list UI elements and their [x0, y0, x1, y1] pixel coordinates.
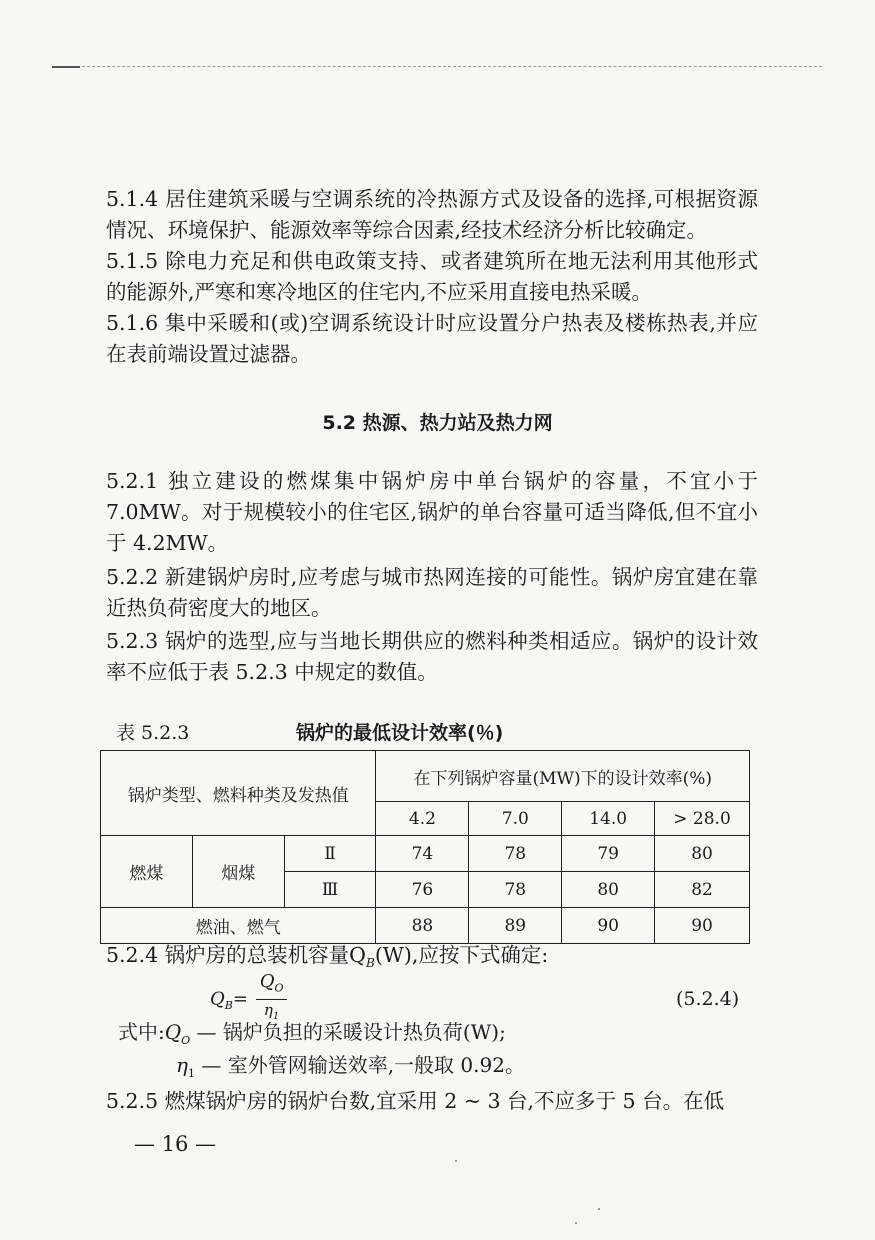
value-cell: 78 — [469, 836, 562, 872]
section-title: 5.2 热源、热力站及热力网 — [322, 412, 553, 434]
paragraph-5-2-2: 5.2.2 新建锅炉房时,应考虑与城市热网连接的可能性。锅炉房宜建在靠近热负荷密度大的地区。 — [106, 565, 758, 620]
paragraph-5-2-5: 5.2.5 燃煤锅炉房的锅炉台数,宜采用 2 ~ 3 台,不应多于 5 台。在低 — [106, 1089, 725, 1113]
header-fuel-type: 锅炉类型、燃料种类及发热值 — [101, 751, 376, 836]
formula-eq: = — [232, 988, 248, 1010]
formula-lhs-sub: B — [224, 998, 233, 1012]
page-number: — 16 — — [134, 1132, 217, 1156]
formula-denominator: η — [263, 1000, 273, 1019]
value-cell: 79 — [562, 836, 655, 872]
where-line-1 — [118, 1016, 506, 1047]
value-cell: 80 — [562, 872, 655, 908]
grade-cell: Ⅲ — [284, 872, 376, 908]
formula-number: (5.2.4) — [676, 988, 740, 1010]
scan-speck — [455, 1160, 457, 1162]
capacity-header: 7.0 — [469, 802, 562, 836]
scan-speck — [575, 1222, 577, 1224]
table-row — [101, 908, 750, 944]
capacity-header: > 28.0 — [655, 802, 750, 836]
formula-intro-sub: B — [365, 956, 375, 971]
where2-text: — 室外管网输送效率,一般取 0.92。 — [194, 1053, 525, 1077]
formula-lhs: Q — [210, 988, 225, 1010]
table-row — [101, 836, 750, 872]
paragraph-5-2-3: 5.2.3 锅炉的选型,应与当地长期供应的燃料种类相适应。锅炉的设计效率不应低于表 5.2.3 中规定的数值。 — [106, 629, 758, 684]
header-efficiency: 在下列锅炉容量(MW)下的设计效率(%) — [376, 751, 750, 802]
value-cell: 76 — [376, 872, 469, 908]
value-cell: 88 — [376, 908, 469, 944]
value-cell: 74 — [376, 836, 469, 872]
where1-symbol: Q — [164, 1020, 182, 1044]
table-title: 锅炉的最低设计效率(％) — [296, 722, 504, 744]
where-line-2 — [176, 1049, 525, 1080]
capacity-header: 14.0 — [562, 802, 655, 836]
paragraph-5-1-5: 5.1.5 除电力充足和供电政策支持、或者建筑所在地无法利用其他形式的能源外,严寒和寒冷地区的住宅内,不应采用直接电热采暖。 — [106, 249, 758, 304]
bituminous-cell: 烟煤 — [192, 836, 284, 908]
value-cell: 82 — [655, 872, 750, 908]
value-cell: 90 — [655, 908, 750, 944]
formula-numerator: Q — [259, 971, 275, 992]
value-cell: 89 — [469, 908, 562, 944]
paragraph-5-2-4 — [106, 940, 758, 979]
where2-symbol: η — [176, 1053, 188, 1077]
formula-intro: 5.2.4 锅炉房的总装机容量Q — [106, 943, 366, 967]
table-label: 表 5.2.3 — [116, 722, 190, 744]
capacity-header: 4.2 — [376, 802, 469, 836]
formula-intro-rest: (W),应按下式确定: — [374, 943, 549, 967]
where-prefix: 式中: — [118, 1020, 165, 1044]
oil-gas-cell: 燃油、燃气 — [101, 908, 376, 944]
where2-sub: 1 — [187, 1067, 195, 1080]
efficiency-table — [100, 750, 750, 944]
formula-denominator-sub: 1 — [272, 1010, 280, 1022]
value-cell: 90 — [562, 908, 655, 944]
grade-cell: Ⅱ — [284, 836, 376, 872]
scan-speck — [598, 1208, 600, 1210]
where1-sub: O — [181, 1034, 191, 1047]
header-rule — [52, 66, 822, 67]
value-cell: 80 — [655, 836, 750, 872]
formula-numerator-sub: O — [274, 981, 284, 995]
paragraph-5-1-6: 5.1.6 集中采暖和(或)空调系统设计时应设置分户热表及楼栋热表,并应在表前端设置过滤器。 — [106, 311, 758, 366]
paragraph-5-2-1: 5.2.1 独立建设的燃煤集中锅炉房中单台锅炉的容量，不宜小于7.0MW。对于规模较小的住宅区,锅炉的单台容量可适当降低,但不宜小于 4.2MW。 — [106, 469, 758, 555]
where1-text: — 锅炉负担的采暖设计热负荷(W); — [190, 1020, 506, 1044]
paragraph-5-1-4: 5.1.4 居住建筑采暖与空调系统的冷热源方式及设备的选择,可根据资源情况、环境保护、能源效率等综合因素,经技术经济分析比较确定。 — [106, 187, 758, 242]
value-cell: 78 — [469, 872, 562, 908]
coal-cell: 燃煤 — [101, 836, 193, 908]
